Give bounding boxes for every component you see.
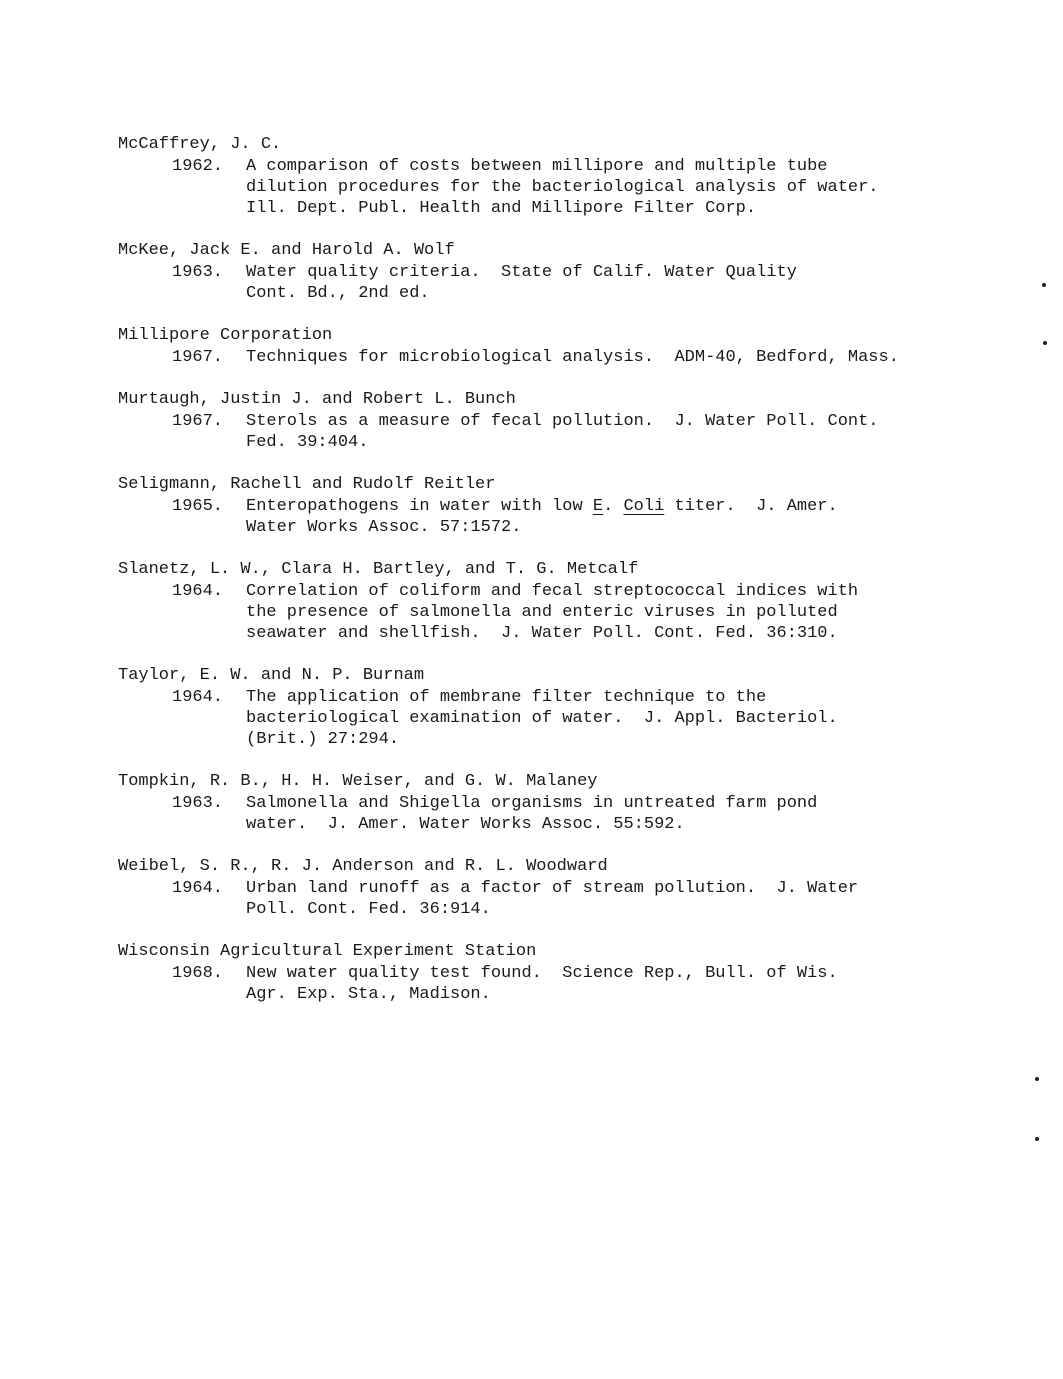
reference-entry xyxy=(118,941,978,1005)
reference-author: Seligmann, Rachell and Rudolf Reitler xyxy=(118,475,496,494)
reference-year: 1967. xyxy=(172,348,224,367)
reference-text-line: New water quality test found. Science Rep., Bull. of Wis. xyxy=(246,964,838,983)
reference-text-line: Agr. Exp. Sta., Madison. xyxy=(246,985,491,1004)
reference-text-line xyxy=(246,496,978,517)
scan-speck xyxy=(1035,1077,1039,1081)
reference-author: Wisconsin Agricultural Experiment Station xyxy=(118,942,537,961)
reference-year: 1962. xyxy=(172,157,224,176)
reference-text-line: The application of membrane filter technique to the xyxy=(246,688,767,707)
reference-year: 1964. xyxy=(172,582,224,601)
reference-entry xyxy=(118,389,978,453)
reference-entry xyxy=(118,665,978,750)
reference-text-line: Salmonella and Shigella organisms in untreated farm pond xyxy=(246,794,818,813)
reference-author: Weibel, S. R., R. J. Anderson and R. L. Woodward xyxy=(118,857,608,876)
species-name: Coli xyxy=(623,497,665,516)
reference-text-line: Urban land runoff as a factor of stream pollution. J. Water xyxy=(246,879,859,898)
reference-text-line: seawater and shellfish. J. Water Poll. Cont. Fed. 36:310. xyxy=(246,624,838,643)
scan-speck xyxy=(1035,1137,1039,1141)
reference-entry xyxy=(118,325,978,368)
reference-text-line: water. J. Amer. Water Works Assoc. 55:592. xyxy=(246,815,685,834)
reference-text-line: the presence of salmonella and enteric viruses in polluted xyxy=(246,603,838,622)
reference-text-line: Water quality criteria. State of Calif. Water Quality xyxy=(246,263,797,282)
text-segment: Enteropathogens in water with low xyxy=(246,497,593,516)
reference-text-line: Correlation of coliform and fecal streptococcal indices with xyxy=(246,582,859,601)
reference-year: 1964. xyxy=(172,688,224,707)
reference-entry xyxy=(118,240,978,304)
scan-speck xyxy=(1043,341,1047,345)
reference-entry xyxy=(118,134,978,219)
reference-author: Taylor, E. W. and N. P. Burnam xyxy=(118,666,425,685)
genus-abbreviation: E xyxy=(592,497,604,516)
reference-text-line: dilution procedures for the bacteriological analysis of water. xyxy=(246,178,879,197)
reference-year: 1965. xyxy=(172,497,224,516)
reference-year: 1968. xyxy=(172,964,224,983)
reference-year: 1964. xyxy=(172,879,224,898)
reference-text-line: Ill. Dept. Publ. Health and Millipore Filter Corp. xyxy=(246,199,757,218)
reference-author: Tompkin, R. B., H. H. Weiser, and G. W. Malaney xyxy=(118,772,598,791)
reference-year: 1963. xyxy=(172,263,224,282)
reference-text-line: (Brit.) 27:294. xyxy=(246,730,400,749)
reference-text-line: Poll. Cont. Fed. 36:914. xyxy=(246,900,491,919)
reference-author: Millipore Corporation xyxy=(118,326,333,345)
reference-text-line: bacteriological examination of water. J. Appl. Bacteriol. xyxy=(246,709,838,728)
reference-author: Slanetz, L. W., Clara H. Bartley, and T. G. Metcalf xyxy=(118,560,639,579)
reference-entry xyxy=(118,856,978,920)
text-segment: titer. J. Amer. xyxy=(664,497,838,516)
reference-text-line: Techniques for microbiological analysis. ADM-40, Bedford, Mass. xyxy=(246,348,899,367)
reference-entry xyxy=(118,771,978,835)
reference-text-line: Fed. 39:404. xyxy=(246,433,369,452)
text-segment: . xyxy=(603,497,624,516)
scan-speck xyxy=(1042,283,1046,287)
reference-author: Murtaugh, Justin J. and Robert L. Bunch xyxy=(118,390,516,409)
reference-author: McCaffrey, J. C. xyxy=(118,135,282,154)
reference-entry xyxy=(118,474,978,538)
reference-author: McKee, Jack E. and Harold A. Wolf xyxy=(118,241,455,260)
reference-list xyxy=(118,134,978,1026)
reference-text-line: A comparison of costs between millipore and multiple tube xyxy=(246,157,828,176)
reference-text-line: Water Works Assoc. 57:1572. xyxy=(246,518,522,537)
reference-year: 1963. xyxy=(172,794,224,813)
reference-entry xyxy=(118,559,978,644)
reference-text-line: Sterols as a measure of fecal pollution. J. Water Poll. Cont. xyxy=(246,412,879,431)
reference-year: 1967. xyxy=(172,412,224,431)
reference-text-line: Cont. Bd., 2nd ed. xyxy=(246,284,430,303)
